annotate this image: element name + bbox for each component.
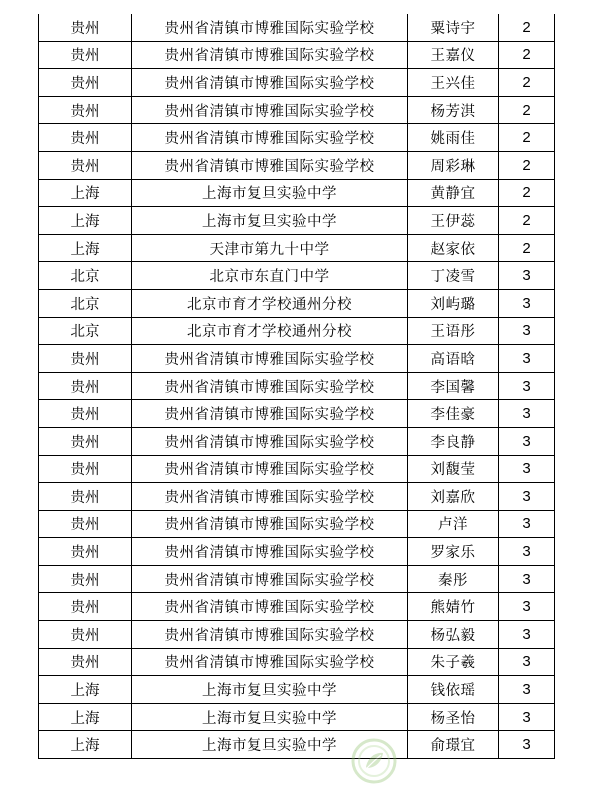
table-row <box>39 427 555 455</box>
region-cell: 北京 <box>39 262 132 290</box>
grade-cell: 2 <box>499 41 555 69</box>
table-row <box>39 703 555 731</box>
table-row <box>39 289 555 317</box>
grade-cell: 2 <box>499 14 555 41</box>
student-name-cell: 王伊蕊 <box>408 207 499 235</box>
grade-cell: 3 <box>499 400 555 428</box>
grade-cell: 2 <box>499 151 555 179</box>
grade-cell: 2 <box>499 96 555 124</box>
student-name-cell: 王嘉仪 <box>408 41 499 69</box>
roster-table <box>38 14 555 759</box>
student-name-cell: 刘嘉欣 <box>408 483 499 511</box>
grade-cell: 3 <box>499 427 555 455</box>
school-cell: 贵州省清镇市博雅国际实验学校 <box>132 648 408 676</box>
table-row <box>39 593 555 621</box>
table-row <box>39 151 555 179</box>
region-cell: 上海 <box>39 207 132 235</box>
region-cell: 贵州 <box>39 538 132 566</box>
school-cell: 上海市复旦实验中学 <box>132 207 408 235</box>
grade-cell: 3 <box>499 593 555 621</box>
table-row <box>39 648 555 676</box>
school-cell: 贵州省清镇市博雅国际实验学校 <box>132 151 408 179</box>
roster-table-body <box>39 14 555 759</box>
region-cell: 北京 <box>39 289 132 317</box>
table-row <box>39 317 555 345</box>
region-cell: 贵州 <box>39 427 132 455</box>
school-cell: 上海市复旦实验中学 <box>132 731 408 759</box>
region-cell: 贵州 <box>39 345 132 373</box>
table-row <box>39 234 555 262</box>
grade-cell: 2 <box>499 234 555 262</box>
student-name-cell: 李良静 <box>408 427 499 455</box>
region-cell: 贵州 <box>39 96 132 124</box>
region-cell: 贵州 <box>39 69 132 97</box>
grade-cell: 3 <box>499 483 555 511</box>
school-cell: 北京市育才学校通州分校 <box>132 317 408 345</box>
table-row <box>39 14 555 41</box>
region-cell: 贵州 <box>39 565 132 593</box>
student-name-cell: 俞璟宜 <box>408 731 499 759</box>
table-row <box>39 345 555 373</box>
student-name-cell: 杨弘毅 <box>408 621 499 649</box>
grade-cell: 2 <box>499 207 555 235</box>
grade-cell: 3 <box>499 538 555 566</box>
table-row <box>39 400 555 428</box>
table-row <box>39 731 555 759</box>
student-name-cell: 高语晗 <box>408 345 499 373</box>
region-cell: 贵州 <box>39 151 132 179</box>
grade-cell: 3 <box>499 731 555 759</box>
roster-sheet <box>38 14 552 759</box>
student-name-cell: 刘馥莹 <box>408 455 499 483</box>
grade-cell: 3 <box>499 676 555 704</box>
student-name-cell: 姚雨佳 <box>408 124 499 152</box>
school-cell: 贵州省清镇市博雅国际实验学校 <box>132 538 408 566</box>
region-cell: 贵州 <box>39 124 132 152</box>
region-cell: 贵州 <box>39 372 132 400</box>
school-cell: 上海市复旦实验中学 <box>132 179 408 207</box>
school-cell: 贵州省清镇市博雅国际实验学校 <box>132 565 408 593</box>
school-cell: 上海市复旦实验中学 <box>132 703 408 731</box>
school-cell: 贵州省清镇市博雅国际实验学校 <box>132 69 408 97</box>
school-cell: 贵州省清镇市博雅国际实验学校 <box>132 621 408 649</box>
school-cell: 北京市育才学校通州分校 <box>132 289 408 317</box>
school-cell: 贵州省清镇市博雅国际实验学校 <box>132 345 408 373</box>
table-row <box>39 179 555 207</box>
student-name-cell: 杨圣怡 <box>408 703 499 731</box>
student-name-cell: 粟诗宇 <box>408 14 499 41</box>
student-name-cell: 杨芳淇 <box>408 96 499 124</box>
school-cell: 贵州省清镇市博雅国际实验学校 <box>132 124 408 152</box>
grade-cell: 2 <box>499 179 555 207</box>
student-name-cell: 丁凌雪 <box>408 262 499 290</box>
grade-cell: 3 <box>499 262 555 290</box>
table-row <box>39 538 555 566</box>
school-cell: 贵州省清镇市博雅国际实验学校 <box>132 372 408 400</box>
table-row <box>39 96 555 124</box>
table-row <box>39 69 555 97</box>
student-name-cell: 王语彤 <box>408 317 499 345</box>
table-row <box>39 455 555 483</box>
table-row <box>39 41 555 69</box>
school-cell: 贵州省清镇市博雅国际实验学校 <box>132 593 408 621</box>
school-cell: 贵州省清镇市博雅国际实验学校 <box>132 14 408 41</box>
student-name-cell: 罗家乐 <box>408 538 499 566</box>
region-cell: 贵州 <box>39 14 132 41</box>
school-cell: 贵州省清镇市博雅国际实验学校 <box>132 483 408 511</box>
student-name-cell: 熊婧竹 <box>408 593 499 621</box>
school-cell: 天津市第九十中学 <box>132 234 408 262</box>
region-cell: 贵州 <box>39 455 132 483</box>
grade-cell: 2 <box>499 69 555 97</box>
table-row <box>39 207 555 235</box>
grade-cell: 3 <box>499 565 555 593</box>
region-cell: 上海 <box>39 234 132 262</box>
school-cell: 贵州省清镇市博雅国际实验学校 <box>132 427 408 455</box>
table-row <box>39 372 555 400</box>
region-cell: 贵州 <box>39 400 132 428</box>
student-name-cell: 刘屿璐 <box>408 289 499 317</box>
region-cell: 上海 <box>39 676 132 704</box>
student-name-cell: 李佳豪 <box>408 400 499 428</box>
student-name-cell: 卢洋 <box>408 510 499 538</box>
grade-cell: 3 <box>499 372 555 400</box>
grade-cell: 3 <box>499 510 555 538</box>
region-cell: 贵州 <box>39 510 132 538</box>
table-row <box>39 124 555 152</box>
region-cell: 上海 <box>39 703 132 731</box>
school-cell: 上海市复旦实验中学 <box>132 676 408 704</box>
student-name-cell: 赵家依 <box>408 234 499 262</box>
grade-cell: 3 <box>499 703 555 731</box>
school-cell: 贵州省清镇市博雅国际实验学校 <box>132 41 408 69</box>
table-row <box>39 262 555 290</box>
table-row <box>39 676 555 704</box>
school-cell: 贵州省清镇市博雅国际实验学校 <box>132 400 408 428</box>
region-cell: 贵州 <box>39 621 132 649</box>
student-name-cell: 周彩琳 <box>408 151 499 179</box>
region-cell: 上海 <box>39 179 132 207</box>
student-name-cell: 秦彤 <box>408 565 499 593</box>
table-row <box>39 510 555 538</box>
school-cell: 贵州省清镇市博雅国际实验学校 <box>132 96 408 124</box>
region-cell: 贵州 <box>39 593 132 621</box>
table-row <box>39 621 555 649</box>
student-name-cell: 钱依瑶 <box>408 676 499 704</box>
region-cell: 贵州 <box>39 483 132 511</box>
school-cell: 贵州省清镇市博雅国际实验学校 <box>132 510 408 538</box>
grade-cell: 3 <box>499 455 555 483</box>
grade-cell: 3 <box>499 289 555 317</box>
student-name-cell: 李国馨 <box>408 372 499 400</box>
region-cell: 北京 <box>39 317 132 345</box>
student-name-cell: 黄静宜 <box>408 179 499 207</box>
grade-cell: 3 <box>499 648 555 676</box>
student-name-cell: 朱子羲 <box>408 648 499 676</box>
region-cell: 贵州 <box>39 648 132 676</box>
table-row <box>39 483 555 511</box>
grade-cell: 3 <box>499 317 555 345</box>
school-cell: 贵州省清镇市博雅国际实验学校 <box>132 455 408 483</box>
student-name-cell: 王兴佳 <box>408 69 499 97</box>
school-cell: 北京市东直门中学 <box>132 262 408 290</box>
grade-cell: 2 <box>499 124 555 152</box>
grade-cell: 3 <box>499 345 555 373</box>
region-cell: 贵州 <box>39 41 132 69</box>
grade-cell: 3 <box>499 621 555 649</box>
region-cell: 上海 <box>39 731 132 759</box>
table-row <box>39 565 555 593</box>
